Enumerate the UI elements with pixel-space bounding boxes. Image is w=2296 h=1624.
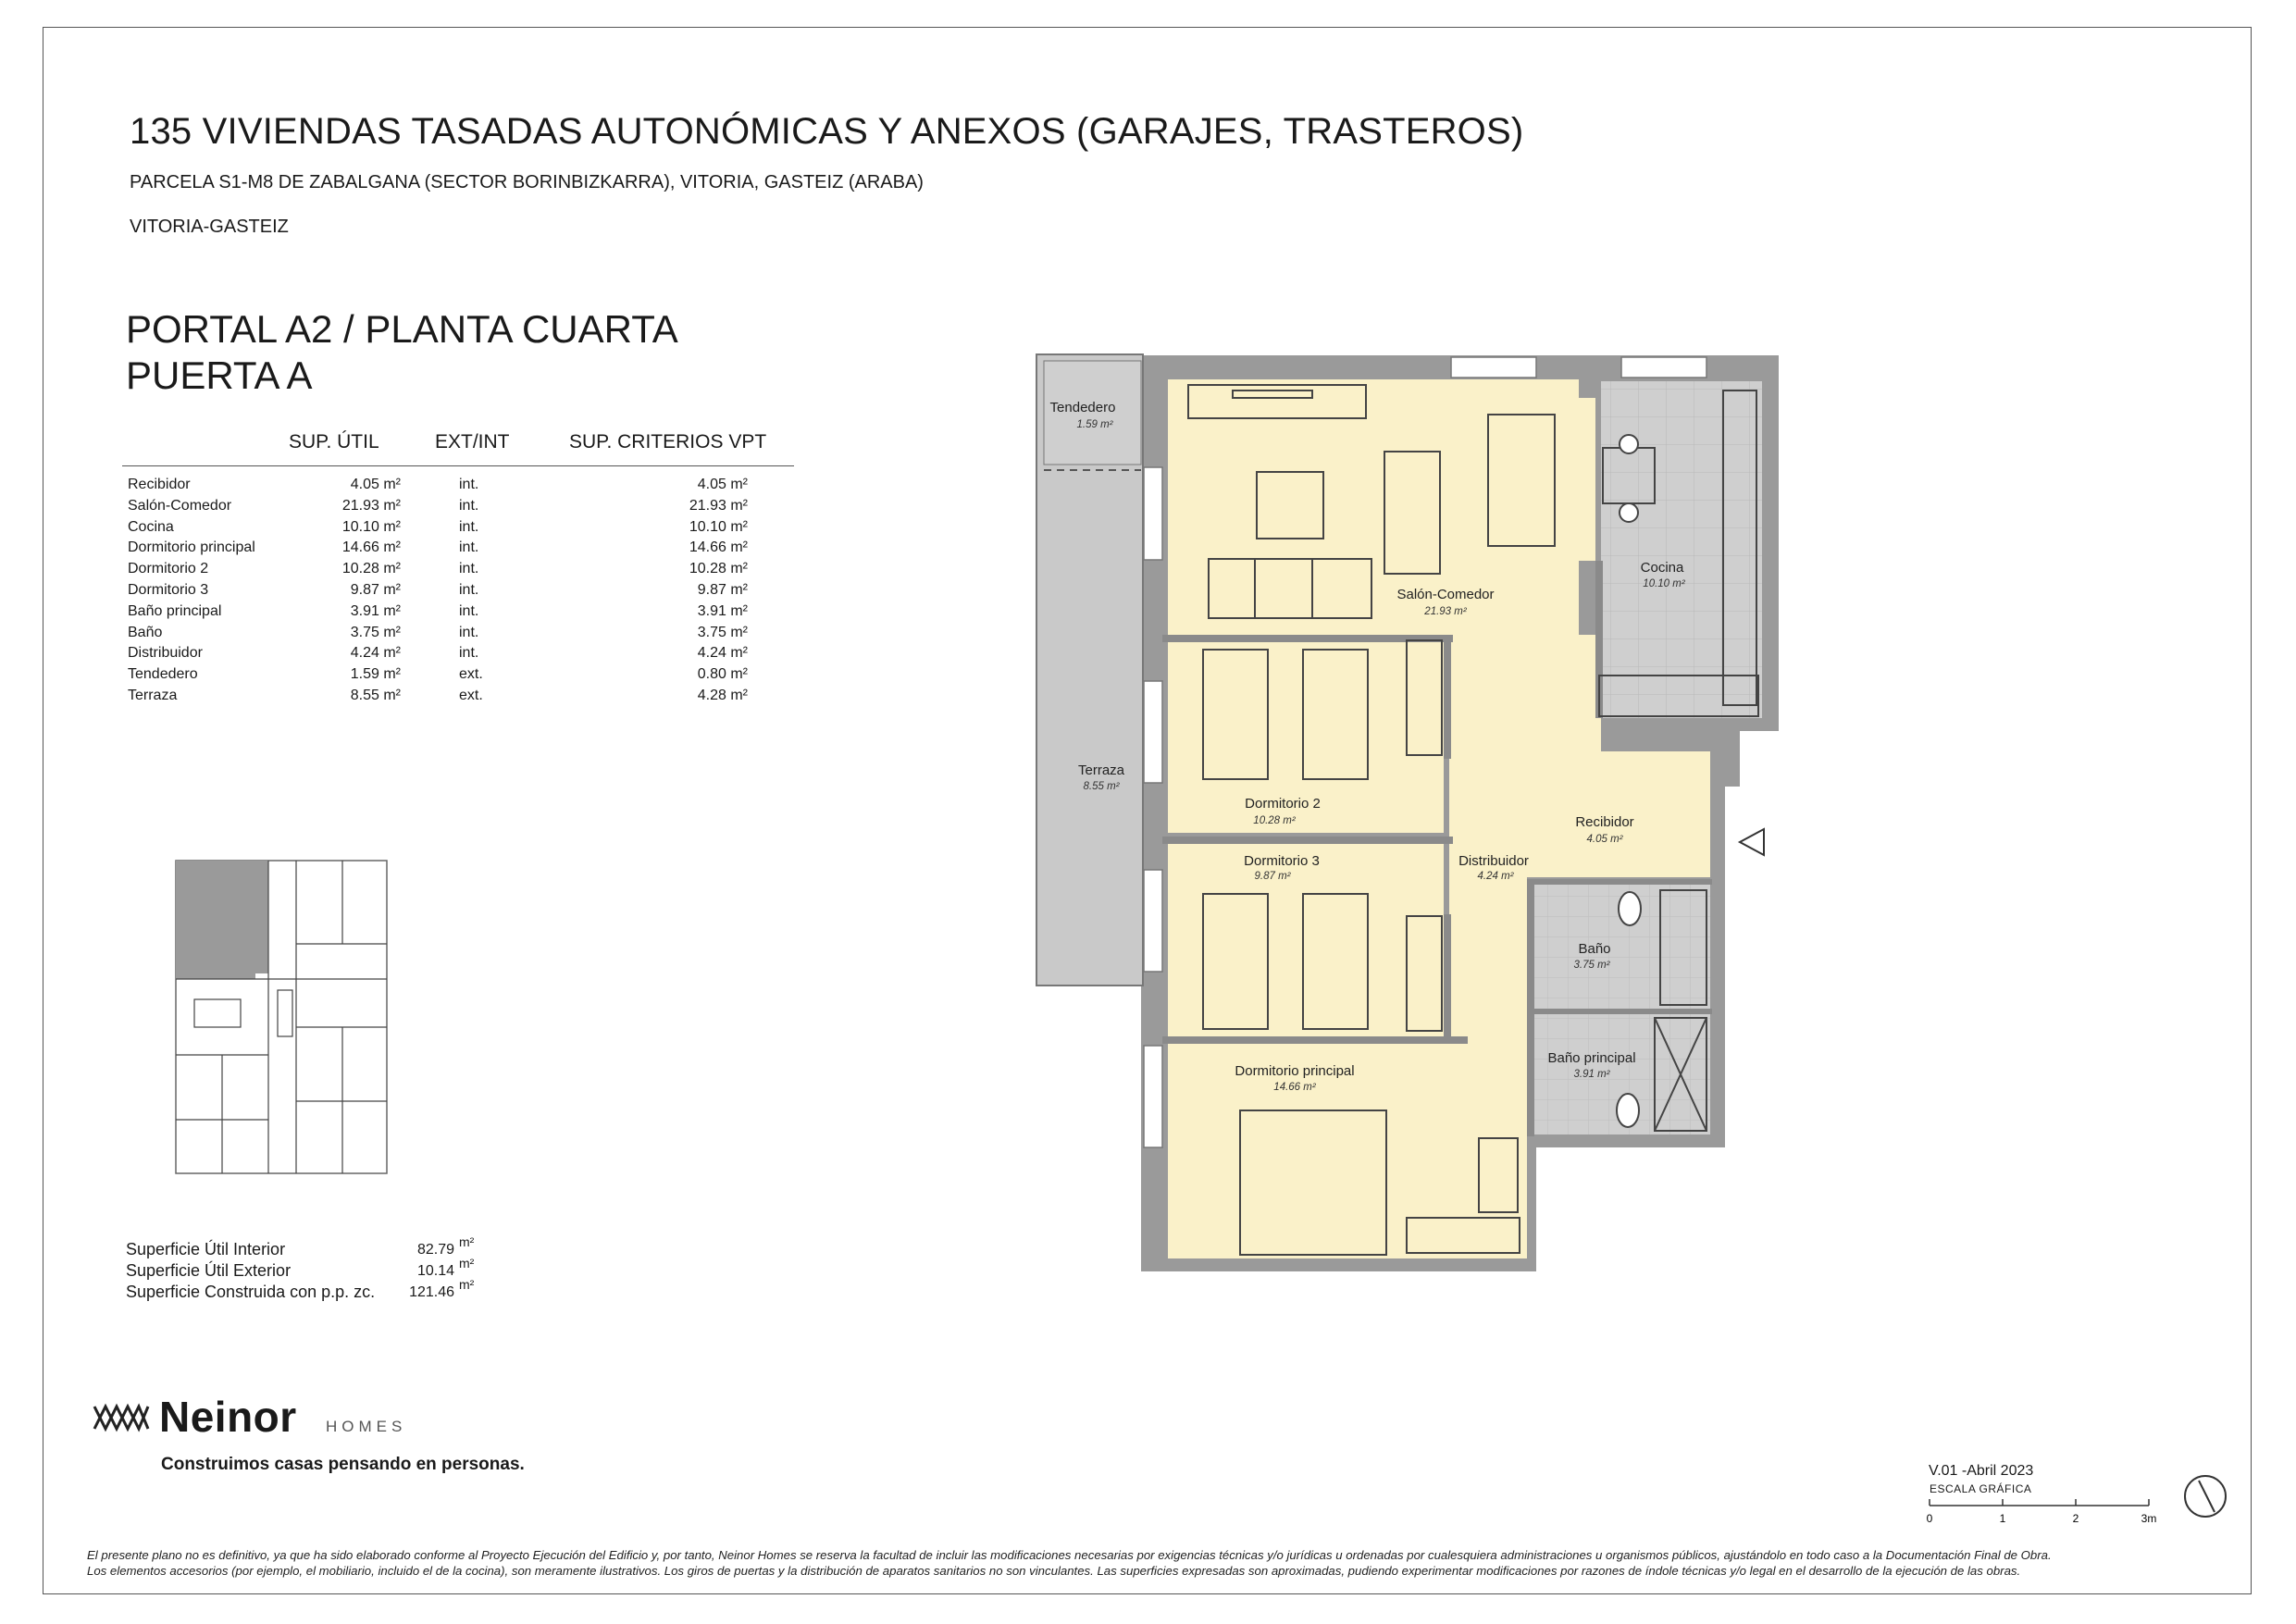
area-recibidor: 4.05 m² xyxy=(1586,834,1623,845)
version-label: V.01 -Abril 2023 xyxy=(1929,1463,2034,1479)
col-header-sup-vpt: SUP. CRITERIOS VPT xyxy=(569,431,767,452)
room-name: Salón-Comedor xyxy=(128,497,232,514)
ext-int: int. xyxy=(459,497,479,514)
room-name: Cocina xyxy=(128,518,174,535)
ext-int: int. xyxy=(459,477,479,492)
label-dorm2: Dormitorio 2 xyxy=(1245,796,1321,812)
room-name: Distribuidor xyxy=(128,645,203,662)
brand-homes: HOMES xyxy=(326,1418,407,1435)
room-name: Dormitorio 3 xyxy=(128,582,209,598)
brand-name: Neinor xyxy=(159,1393,297,1441)
total-unit: m² xyxy=(459,1256,475,1271)
sup-util: 14.66 m² xyxy=(341,539,401,556)
total-unit: m² xyxy=(459,1277,475,1292)
scale-tick-1: 1 xyxy=(1999,1512,2006,1525)
total-unit: m² xyxy=(459,1234,475,1249)
ext-int: int. xyxy=(459,539,479,556)
sup-vpt: 10.28 m² xyxy=(689,561,748,577)
entrance-arrow-icon xyxy=(1740,829,1764,855)
area-tendedero: 1.59 m² xyxy=(1076,419,1113,430)
ext-int: ext. xyxy=(459,666,483,683)
area-cocina: 10.10 m² xyxy=(1643,578,1685,589)
project-title: 135 VIVIENDAS TASADAS AUTONÓMICAS Y ANEXOS (GARAJES, TRASTEROS) xyxy=(130,111,1524,152)
label-dorm3: Dormitorio 3 xyxy=(1244,853,1320,869)
sup-vpt: 4.05 m² xyxy=(697,477,748,492)
area-distribuidor: 4.24 m² xyxy=(1477,871,1514,882)
col-header-ext-int: EXT/INT xyxy=(435,431,510,452)
sup-util: 3.91 m² xyxy=(350,602,401,619)
sup-vpt: 3.75 m² xyxy=(697,624,748,640)
label-dorm-principal: Dormitorio principal xyxy=(1235,1063,1355,1079)
label-cocina: Cocina xyxy=(1640,560,1684,576)
col-header-sup-util: SUP. ÚTIL xyxy=(289,431,379,452)
sup-util: 10.28 m² xyxy=(341,561,401,577)
area-dorm3: 9.87 m² xyxy=(1254,871,1291,882)
sup-util: 21.93 m² xyxy=(341,497,401,514)
dormitorio-3-room xyxy=(1168,844,1444,1036)
neinor-logo-icon xyxy=(94,1407,148,1429)
area-dorm-principal: 14.66 m² xyxy=(1273,1082,1316,1093)
sup-vpt: 21.93 m² xyxy=(689,497,748,514)
brand-tagline: Construimos casas pensando en personas. xyxy=(161,1455,525,1474)
area-salon: 21.93 m² xyxy=(1424,606,1467,617)
scale-bar xyxy=(1930,1499,2149,1506)
room-name: Baño principal xyxy=(128,602,222,619)
sup-util: 1.59 m² xyxy=(350,666,401,683)
sup-util: 10.10 m² xyxy=(341,518,401,535)
label-bano: Baño xyxy=(1578,941,1611,957)
total-label: Superficie Útil Interior xyxy=(126,1240,286,1258)
area-dorm2: 10.28 m² xyxy=(1253,815,1296,826)
cocina-room xyxy=(1601,381,1762,718)
sup-util: 9.87 m² xyxy=(350,582,401,598)
ext-int: int. xyxy=(459,624,479,640)
ext-int: int. xyxy=(459,561,479,577)
room-name: Baño xyxy=(128,624,163,640)
label-terraza: Terraza xyxy=(1077,762,1125,778)
ext-int: ext. xyxy=(459,688,483,703)
label-distribuidor: Distribuidor xyxy=(1458,853,1529,869)
disclaimer xyxy=(87,1547,2271,1579)
disclaimer-line-1: El presente plano no es definitivo, ya que ha sido elaborado conforme al Proyecto Ejecución del Edificio y, por tanto, Neinor Homes se reserva la facultad de incluir las modificaciones necesarias por exigencias técnicas y/o jurídicas u ordenadas por cualesquiera administraciones u organismos públicos, ajustándolo en todo caso a la Documentación Final de Obra. xyxy=(87,1548,2052,1562)
unit-portal-floor: PORTAL A2 / PLANTA CUARTA xyxy=(126,307,678,351)
sup-vpt: 9.87 m² xyxy=(697,582,748,598)
area-bano: 3.75 m² xyxy=(1573,960,1610,971)
area-terraza: 8.55 m² xyxy=(1083,781,1120,792)
project-subtitle: PARCELA S1-M8 DE ZABALGANA (SECTOR BORINBIZKARRA), VITORIA, GASTEIZ (ARABA) xyxy=(130,172,924,192)
ext-int: int. xyxy=(459,518,479,535)
label-bano-principal: Baño principal xyxy=(1547,1050,1636,1066)
sup-vpt: 0.80 m² xyxy=(697,666,748,683)
ext-int: int. xyxy=(459,602,479,619)
sup-vpt: 14.66 m² xyxy=(689,539,748,556)
room-name: Tendedero xyxy=(128,666,198,683)
disclaimer-line-2: Los elementos accesorios (por ejemplo, el mobiliario, incluido el de la cocina), son meramente ilustrativos. Los giros de puertas y la distribución de aparatos sanitarios no son vinculantes. Las superficies expresadas son aproximadas, pudiendo experimentar modificaciones por razones de índole técnicas y/o legal en el desarrollo de la ejecución de las obras. xyxy=(87,1564,2021,1578)
label-salon: Salón-Comedor xyxy=(1396,587,1495,602)
sup-vpt: 10.10 m² xyxy=(689,518,748,535)
sup-util: 4.05 m² xyxy=(350,477,401,492)
scale-tick-0: 0 xyxy=(1926,1512,1933,1525)
scale-tick-3: 3m xyxy=(2141,1512,2157,1525)
room-name: Dormitorio principal xyxy=(128,539,255,556)
key-plan xyxy=(176,861,387,1173)
total-value: 121.46 xyxy=(409,1284,454,1300)
total-value: 82.79 xyxy=(416,1242,454,1258)
total-label: Superficie Construida con p.p. zc. xyxy=(126,1283,376,1301)
scale-label: ESCALA GRÁFICA xyxy=(1930,1482,2032,1495)
room-name: Dormitorio 2 xyxy=(128,561,209,577)
sup-vpt: 3.91 m² xyxy=(697,602,748,619)
room-name: Recibidor xyxy=(128,477,191,492)
scale-tick-2: 2 xyxy=(2072,1512,2079,1525)
label-recibidor: Recibidor xyxy=(1575,814,1634,830)
ext-int: int. xyxy=(459,645,479,662)
sup-vpt: 4.28 m² xyxy=(697,688,748,703)
sup-util: 4.24 m² xyxy=(350,645,401,662)
unit-door: PUERTA A xyxy=(126,353,313,397)
label-tendedero: Tendedero xyxy=(1049,400,1116,415)
sup-util: 3.75 m² xyxy=(350,624,401,640)
project-city: VITORIA-GASTEIZ xyxy=(130,217,289,237)
sup-util: 8.55 m² xyxy=(350,688,401,703)
room-name: Terraza xyxy=(128,688,178,703)
total-value: 10.14 xyxy=(416,1263,454,1279)
ext-int: int. xyxy=(459,582,479,598)
total-label: Superficie Útil Exterior xyxy=(126,1261,292,1280)
sup-vpt: 4.24 m² xyxy=(697,645,748,662)
area-bano-principal: 3.91 m² xyxy=(1573,1069,1610,1080)
north-arrow-icon xyxy=(2185,1476,2226,1517)
